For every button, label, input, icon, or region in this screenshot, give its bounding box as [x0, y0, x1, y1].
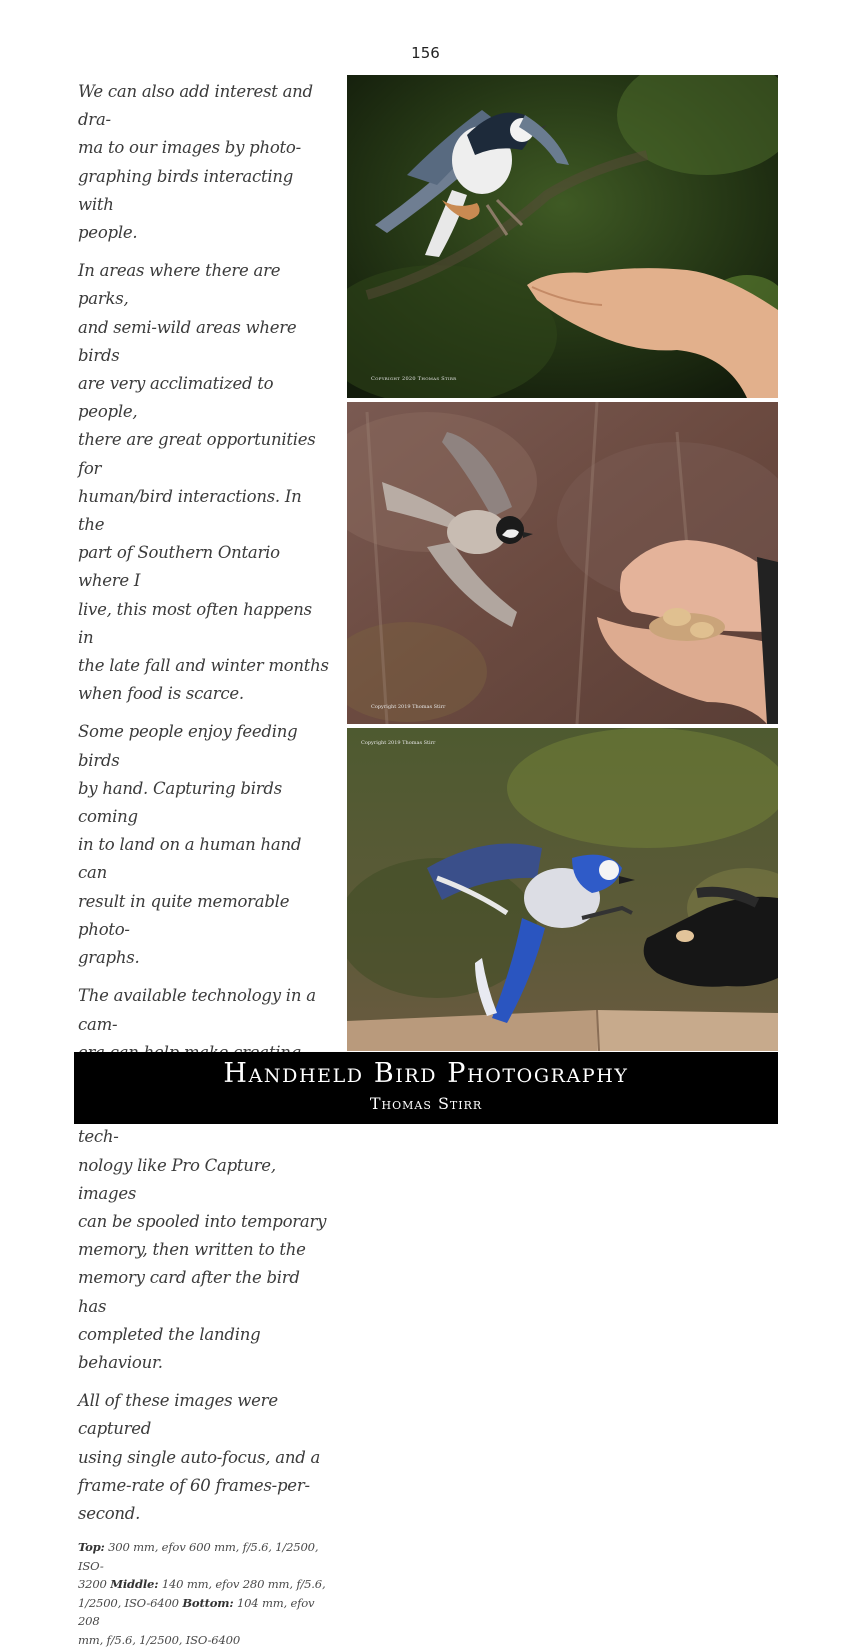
paragraph-5: All of these images were captured using single auto-focus, and a frame-rate of 60 frames-per- second. — [78, 1391, 321, 1523]
book-author: Thomas Stirr — [369, 1094, 483, 1113]
book-footer-banner — [74, 1052, 778, 1124]
photo-chickadee — [347, 402, 778, 724]
paragraph-1: We can also add interest and dra- ma to our images by photo- graphing birds interacting with people. — [78, 82, 313, 243]
paragraph-3: Some people enjoy feeding birds by hand. Capturing birds coming in to land on a human hand can result in quite memorable photo- graphs. — [78, 722, 302, 968]
paragraph-4: The available technology in a cam- tech- nology like Pro Capture, images can be spooled into temporary memory, then written to the memory card after the bird has completed the landing behaviour. — [78, 986, 327, 1372]
body-text-column — [78, 78, 330, 1649]
page-number: 156 — [411, 44, 440, 62]
chickadee-image — [347, 402, 778, 724]
blue-jay-image — [347, 728, 778, 1051]
paragraph-2: In areas where there are parks, and semi-wild areas where birds are very acclimatized to people, there are great opportunities for human/bird interactions. In the part of Southern Ontario where I live, this most often happens in the late fall and winter months when food is scarce. — [78, 261, 329, 704]
book-title: Handheld Bird Photography — [223, 1058, 629, 1089]
photo-caption: Top: 300 mm, efov 600 mm, f/5.6, 1/2500, ISO- 3200 Middle: 140 mm, efov 280 mm, f/5.6, 1/2500, ISO-6400 Bottom: 104 mm, efov 208 mm, f/5.6, 1/2500, ISO-6400 — [78, 1540, 326, 1647]
copyright-top: Copyright 2020 Thomas Stirr — [371, 376, 457, 382]
copyright-bottom: Copyright 2019 Thomas Stirr — [361, 740, 436, 746]
copyright-middle: Copyright 2019 Thomas Stirr — [371, 704, 446, 710]
photo-blue-jay — [347, 728, 778, 1051]
nuthatch-image — [347, 75, 778, 398]
photo-nuthatch — [347, 75, 778, 398]
